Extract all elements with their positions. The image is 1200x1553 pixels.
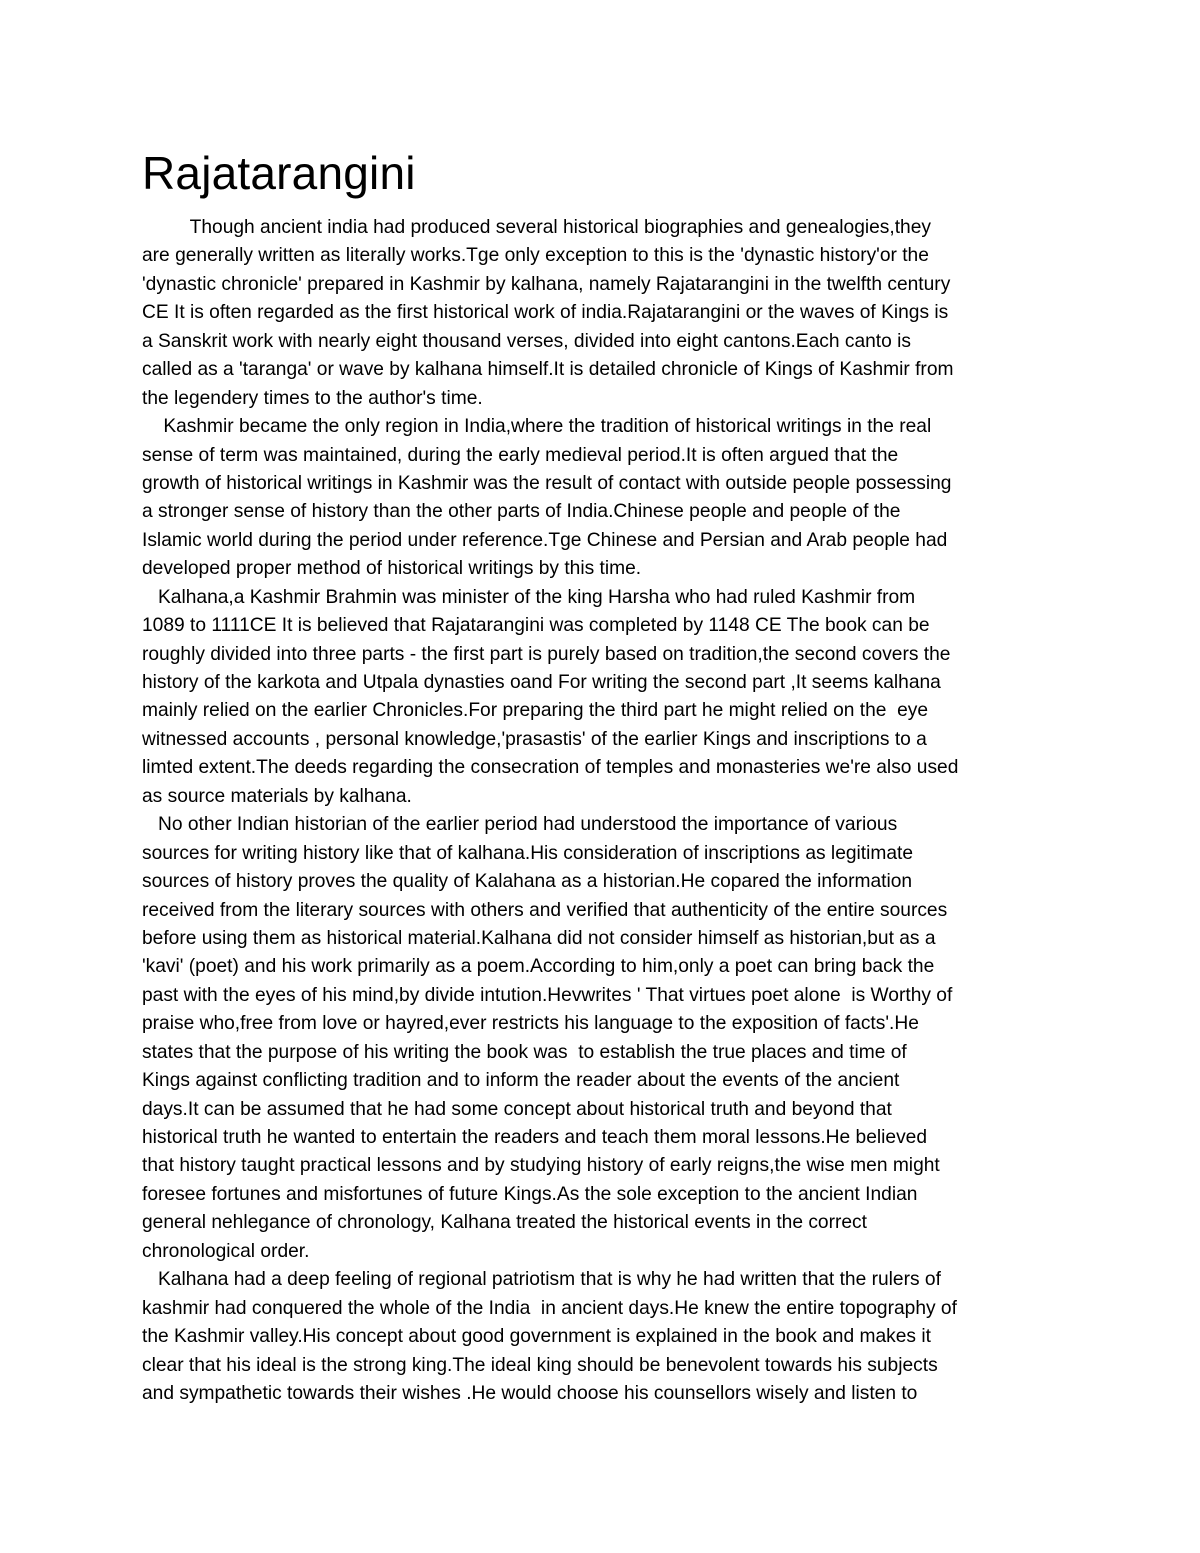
body-text-line: Though ancient india had produced several historical biographies and genealogies,they: [142, 217, 931, 238]
body-text-line: limted extent.The deeds regarding the consecration of temples and monasteries we're also used: [142, 757, 959, 779]
body-text-line: growth of historical writings in Kashmir was the result of contact with outside people possessing: [142, 472, 952, 494]
body-text-line: that history taught practical lessons and by studying history of early reigns,the wise men might: [142, 1155, 940, 1177]
body-text-line: sense of term was maintained, during the early medieval period.It is often argued that the: [142, 444, 899, 466]
body-text-line: Kings against conflicting tradition and to inform the reader about the events of the ancient: [142, 1070, 900, 1092]
body-text-line: the legendery times to the author's time.: [142, 387, 483, 409]
body-text-line: developed proper method of historical writings by this time.: [142, 558, 642, 580]
body-text-line: witnessed accounts , personal knowledge,'prasastis' of the earlier Kings and inscriptions to a: [142, 728, 927, 750]
body-text-line: Kashmir became the only region in India,where the tradition of historical writings in the real: [142, 416, 932, 438]
body-text-line: roughly divided into three parts - the first part is purely based on tradition,the second covers the: [142, 643, 951, 665]
body-text-line: received from the literary sources with others and verified that authenticity of the entire sources: [142, 899, 948, 921]
body-text-line: as source materials by kalhana.: [142, 785, 412, 807]
body-text-line: chronological order.: [142, 1240, 310, 1262]
body-text-line: mainly relied on the earlier Chronicles.For preparing the third part he might relied on the eye: [142, 700, 929, 722]
body-text-line: kashmir had conquered the whole of the India in ancient days.He knew the entire topography of: [142, 1297, 957, 1319]
body-text-line: days.It can be assumed that he had some concept about historical truth and beyond that: [142, 1098, 892, 1120]
body-text-line: a Sanskrit work with nearly eight thousand verses, divided into eight cantons.Each canto is: [142, 330, 911, 352]
body-text-line: before using them as historical material.Kalhana did not consider himself as historian,but as a: [142, 927, 936, 949]
body-text-line: foresee fortunes and misfortunes of future Kings.As the sole exception to the ancient Indian: [142, 1183, 918, 1205]
body-text-line: 'kavi' (poet) and his work primarily as a poem.According to him,only a poet can bring back the: [142, 956, 935, 978]
body-text-line: historical truth he wanted to entertain the readers and teach them moral lessons.He believed: [142, 1127, 928, 1148]
body-text-line: clear that his ideal is the strong king.The ideal king should be benevolent towards his subjects: [142, 1354, 938, 1376]
body-text-line: 1089 to 1111CE It is believed that Rajatarangini was completed by 1148 CE The book can be: [142, 615, 930, 637]
body-text-line: Islamic world during the period under reference.Tge Chinese and Persian and Arab people had: [142, 529, 948, 551]
body-text-line: Kalhana had a deep feeling of regional patriotism that is why he had written that the rulers of: [142, 1269, 941, 1291]
body-text-line: No other Indian historian of the earlier period had understood the importance of various: [142, 814, 898, 836]
body-text-line: sources for writing history like that of kalhana.His consideration of inscriptions as legitimate: [142, 842, 914, 864]
document-title: Rajatarangini: [142, 147, 416, 199]
body-text-line: 'dynastic chronicle' prepared in Kashmir by kalhana, namely Rajatarangini in the twelfth century: [142, 273, 951, 295]
body-text-line: CE It is often regarded as the first historical work of india.Rajatarangini or the waves of Kings is: [142, 302, 949, 324]
body-text-line: Kalhana,a Kashmir Brahmin was minister of the king Harsha who had ruled Kashmir from: [142, 586, 916, 608]
body-text-line: are generally written as literally works.Tge only exception to this is the 'dynastic history'or the: [142, 245, 929, 267]
body-text-line: sources of history proves the quality of Kalahana as a historian.He copared the information: [142, 871, 913, 893]
body-text-line: the Kashmir valley.His concept about good government is explained in the book and makes it: [142, 1326, 931, 1348]
body-text-line: history of the karkota and Utpala dynasties oand For writing the second part ,It seems kalhana: [142, 672, 941, 693]
body-text-line: praise who,free from love or hayred,ever restricts his language to the exposition of facts'.He: [142, 1013, 919, 1035]
body-text-line: and sympathetic towards their wishes .He would choose his counsellors wisely and listen to: [142, 1382, 918, 1404]
document-body: [142, 214, 1062, 1408]
body-text-line: general nehlegance of chronology, Kalhana treated the historical events in the correct: [142, 1212, 867, 1234]
body-text-line: a stronger sense of history than the other parts of India.Chinese people and people of the: [142, 501, 901, 523]
body-text-line: states that the purpose of his writing the book was to establish the true places and time of: [142, 1041, 907, 1063]
body-text-line: called as a 'taranga' or wave by kalhana himself.It is detailed chronicle of Kings of Kashmir from: [142, 359, 954, 381]
body-text-line: past with the eyes of his mind,by divide intution.Hevwrites ' That virtues poet alone is Worthy of: [142, 984, 953, 1006]
